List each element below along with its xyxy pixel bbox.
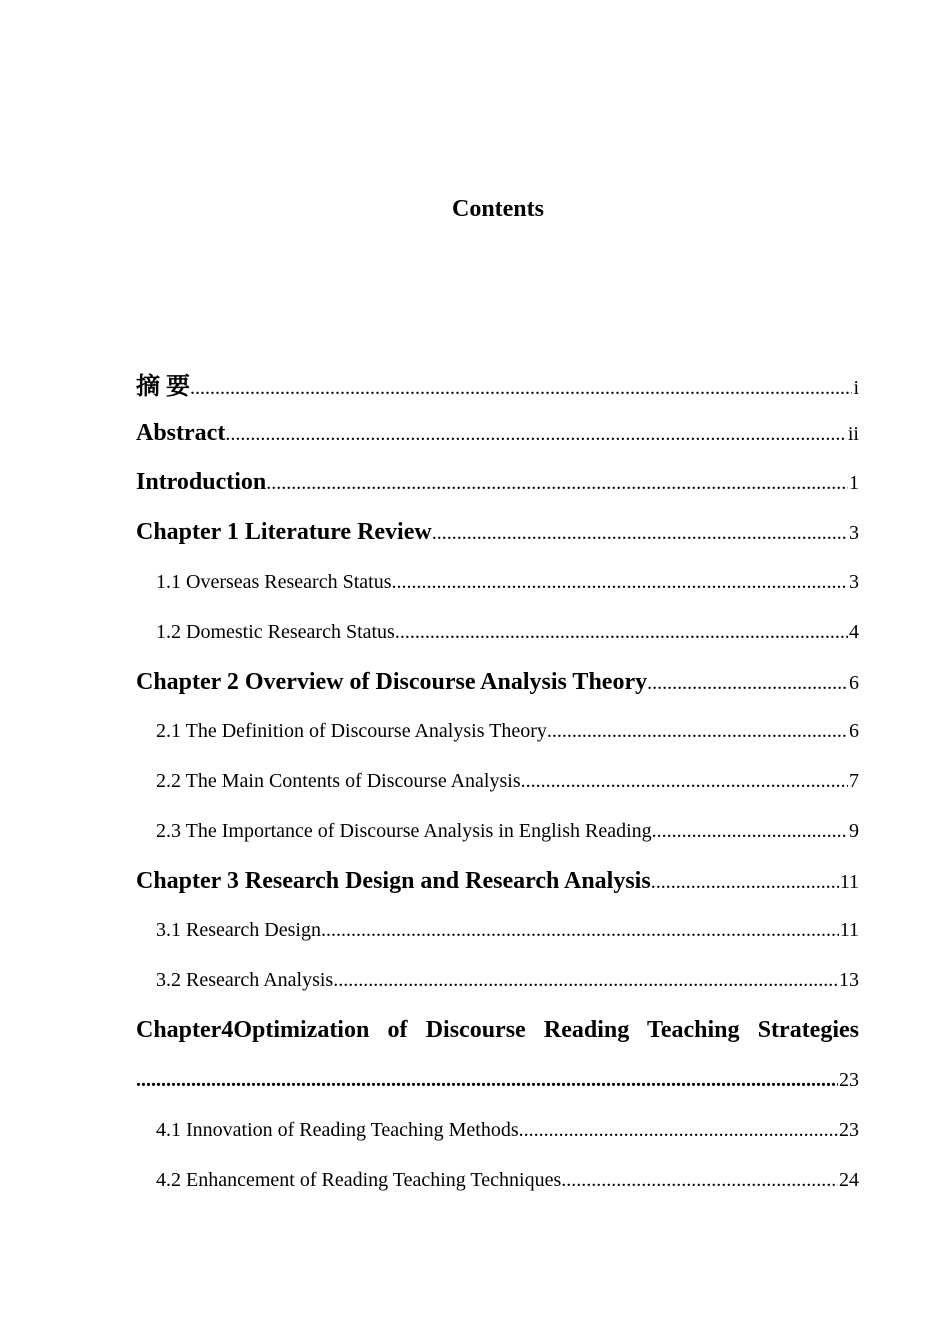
toc-entry-chapter-4[interactable]: Chapter4Optimization of Discourse Reading Teaching Strategies [136, 1017, 859, 1043]
toc-entry-3-1[interactable] [156, 919, 859, 942]
toc-leader-dots [225, 423, 847, 446]
toc-page-number: ii [847, 423, 859, 445]
toc-entry-label: 4.2 Enhancement of Reading Teaching Techniques [156, 1169, 562, 1191]
toc-entry-chapter-2[interactable] [136, 669, 859, 696]
toc-leader-dots [521, 770, 848, 793]
toc-page-number: 1 [849, 472, 859, 494]
toc-leader-dots [561, 1169, 838, 1192]
toc-leader-dots [392, 571, 849, 594]
toc-entry-label: 2.3 The Importance of Discourse Analysis in English Reading [156, 820, 652, 842]
toc-entry-label: 3.1 Research Design [156, 919, 321, 941]
toc-entry-label: Chapter 1 Literature Review [136, 519, 432, 545]
toc-entry-label: Introduction [136, 469, 267, 495]
toc-entry-label: 4.1 Innovation of Reading Teaching Methods [156, 1119, 519, 1141]
toc-entry-2-2[interactable] [156, 770, 859, 793]
toc-entry-1-1[interactable] [156, 571, 859, 594]
toc-leader-dots [432, 522, 848, 545]
toc-entry-4-2[interactable] [156, 1169, 859, 1192]
toc-leader-dots [519, 1119, 838, 1142]
toc-leader-dots [395, 621, 848, 644]
toc-page-number: 24 [839, 1169, 859, 1191]
toc-entry-label: Abstract [136, 420, 226, 446]
toc-entry-label: 3.2 Research Analysis [156, 969, 334, 991]
toc-entry-label: 1.2 Domestic Research Status [156, 621, 395, 643]
toc-entry-abstract[interactable] [136, 420, 859, 447]
page-title: Contents [451, 196, 544, 222]
toc-leader-dots [190, 377, 852, 400]
toc-leader-dots [652, 820, 848, 843]
toc-entry-label: 2.1 The Definition of Discourse Analysis Theory [156, 720, 547, 742]
toc-page-number: 3 [849, 522, 859, 544]
toc-entry-label: Chapter 3 Research Design and Research Analysis [136, 868, 651, 894]
toc-entry-label: Chapter 2 Overview of Discourse Analysis Theory [136, 669, 648, 695]
toc-leader-dots [136, 1069, 838, 1092]
toc-leader-dots [651, 871, 839, 894]
toc-leader-dots [547, 720, 848, 743]
toc-entry-label: 2.2 The Main Contents of Discourse Analysis [156, 770, 521, 792]
toc-page-number: i [853, 377, 859, 399]
toc-page-number: 6 [849, 672, 859, 694]
toc-entry-2-3[interactable] [156, 820, 859, 843]
toc-entry-3-2[interactable] [156, 969, 859, 992]
toc-page-number: 9 [849, 820, 859, 842]
toc-entry-chapter-3[interactable] [136, 868, 859, 895]
toc-leader-dots [647, 672, 848, 695]
toc-leader-dots [321, 919, 839, 942]
toc-entry-chapter-4-leader[interactable] [136, 1069, 859, 1092]
toc-page-number: 13 [839, 969, 859, 991]
toc-leader-dots [333, 969, 838, 992]
toc-entry-chapter-1[interactable] [136, 519, 859, 546]
toc-page-number: 7 [849, 770, 859, 792]
toc-page-number: 6 [849, 720, 859, 742]
toc-entry-label: 1.1 Overseas Research Status [156, 571, 392, 593]
toc-page-number: 3 [849, 571, 859, 593]
toc-page-number: 11 [839, 919, 859, 941]
toc-leader-dots [266, 472, 848, 495]
toc-page-number: 23 [839, 1119, 859, 1141]
toc-entry-label: 摘 要 [136, 374, 190, 400]
toc-entry-introduction[interactable] [136, 469, 859, 496]
toc-entry-2-1[interactable] [156, 720, 859, 743]
toc-page-number: 4 [849, 621, 859, 643]
toc-entry-1-2[interactable] [156, 621, 859, 644]
toc-entry-4-1[interactable] [156, 1119, 859, 1142]
toc-entry-abstract-zh[interactable] [136, 366, 859, 401]
toc-page-number: 11 [839, 871, 859, 893]
toc-page-number: 23 [839, 1069, 859, 1091]
